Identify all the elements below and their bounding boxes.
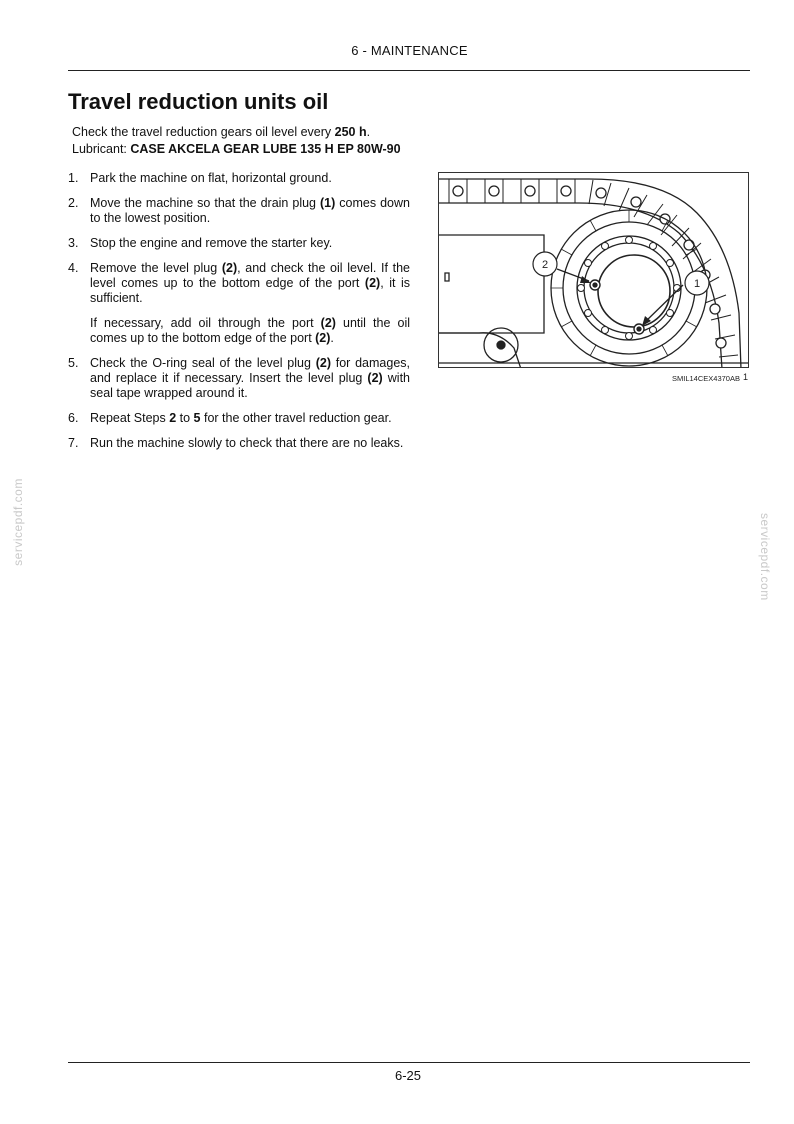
step-number: 6. — [68, 411, 79, 425]
watermark-left-text: servicepdf.com — [10, 478, 25, 566]
lubricant-label: Lubricant: — [72, 142, 131, 156]
step-text: Check the O-ring seal of the level plug (2) for damages, and replace it if necessary. Insert the level plug (2) with seal tape wrapped around it. — [90, 356, 410, 400]
interval-line — [72, 124, 401, 141]
step-item — [68, 356, 410, 401]
step-text: Park the machine on flat, horizontal ground. — [90, 171, 332, 185]
footer-rule — [68, 1062, 750, 1063]
step-number: 1. — [68, 171, 79, 185]
step-item — [68, 196, 410, 226]
figure-number: 1 — [743, 372, 749, 382]
step-number: 4. — [68, 261, 79, 275]
step-item — [68, 411, 410, 426]
figure-caption: SMIL14CEX4370AB — [672, 374, 740, 383]
step-number: 5. — [68, 356, 79, 370]
travel-reduction-figure — [438, 172, 749, 368]
page-number: 6-25 — [394, 1068, 422, 1083]
step-number: 3. — [68, 236, 79, 250]
watermark-left — [11, 478, 25, 566]
section-title: Travel reduction units oil — [68, 89, 329, 114]
watermark-right-text: servicepdf.com — [758, 513, 772, 601]
travel-reduction-illustration — [439, 173, 749, 368]
lubricant-value: CASE AKCELA GEAR LUBE 135 H EP 80W-90 — [130, 142, 401, 156]
step-item — [68, 236, 410, 251]
callout-2: 2 — [541, 259, 549, 271]
lubricant-line — [72, 141, 401, 158]
chapter-header: 6 - MAINTENANCE — [351, 43, 468, 58]
interval-suffix: . — [366, 125, 371, 139]
step-number: 7. — [68, 436, 79, 450]
callout-1: 1 — [693, 278, 701, 290]
step-item — [68, 261, 410, 346]
watermark-right — [758, 513, 772, 601]
intro-block — [72, 124, 401, 158]
interval-text: Check the travel reduction gears oil level every — [72, 125, 335, 139]
step-text: Run the machine slowly to check that there are no leaks. — [90, 436, 404, 450]
step-text: Repeat Steps 2 to 5 for the other travel reduction gear. — [90, 411, 392, 425]
header-rule — [68, 70, 750, 71]
step-text: Stop the engine and remove the starter key. — [90, 236, 333, 250]
step-number: 2. — [68, 196, 79, 210]
step-item — [68, 436, 410, 451]
step-item — [68, 171, 410, 186]
step-text: Remove the level plug (2), and check the oil level. If the level comes up to the bottom edge of the port (2), it is sufficient. If necessary, add oil through the port (2) until the oil comes up to the bottom edge of the port (2). — [90, 261, 410, 345]
step-text: Move the machine so that the drain plug (1) comes down to the lowest position. — [90, 196, 410, 225]
interval-value: 250 h — [334, 125, 367, 139]
step-note: If necessary, add oil through the port (2) until the oil comes up to the bottom edge of the port (2). — [90, 316, 410, 345]
procedure-steps — [68, 171, 410, 461]
